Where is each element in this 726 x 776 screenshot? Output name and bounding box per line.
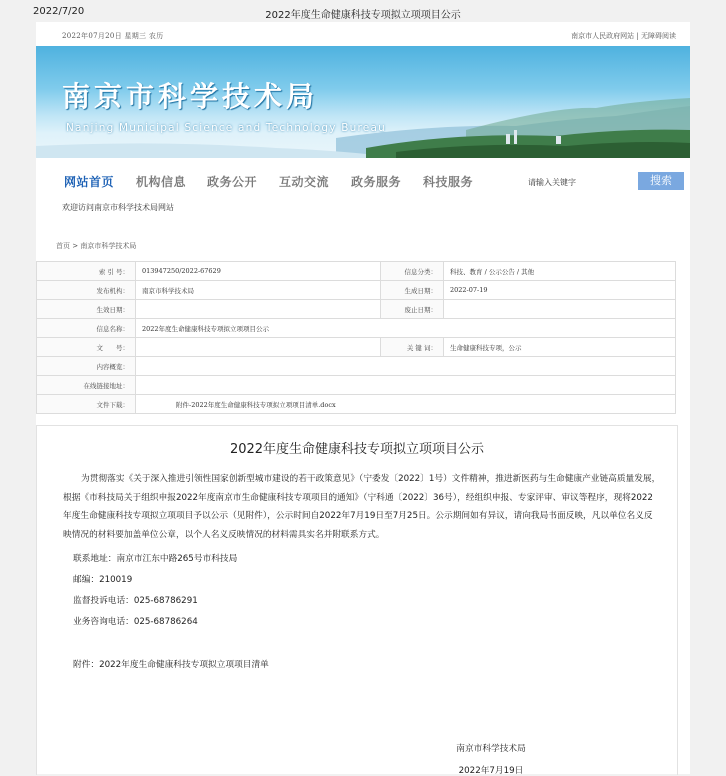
- nav-interaction[interactable]: 互动交流: [279, 175, 330, 189]
- download-link[interactable]: 附件-2022年度生命健康科技专项拟立项项目清单.docx: [136, 395, 676, 414]
- effective-value: [136, 300, 381, 319]
- print-header: [0, 0, 726, 22]
- site-banner: [36, 46, 690, 158]
- docno-value: [136, 338, 381, 357]
- main-nav: [36, 158, 690, 220]
- contact-postcode: 邮编：210019: [73, 575, 133, 585]
- article-paragraph: 为贯彻落实《关于深入推进引领性国家创新型城市建设的若干政策意见》（宁委发〔2022〕1号）文件精神，推进新医药与生命健康产业链高质量发展，根据《市科技局关于组织申报2022年度南京市生命健康科技专项项目的通知》（宁科通〔2022〕36号），经组织申报、专家评审、审议等程序，现将2022年度生命健康科技专项拟立项项目予以公示（见附件），公示时间自2022年7月19日至7月25日。公示期间如有异议，请向我局书面反映，凡以单位名义反映情况的材料要加盖单位公章，以个人名义反映情况的材料需具实名并附联系方式。: [63, 474, 661, 540]
- table-row: [37, 319, 676, 338]
- page: [36, 22, 690, 774]
- gov-site-link[interactable]: 南京市人民政府网站: [571, 32, 635, 40]
- contact-address: 联系地址：南京市江东中路265号市科技局: [73, 554, 238, 564]
- article-body: [63, 470, 661, 675]
- table-row: [37, 262, 676, 281]
- breadcrumb: 首页 > 南京市科学技术局: [56, 242, 137, 250]
- attachment-note: 附件：2022年度生命健康科技专项拟立项项目清单: [73, 660, 269, 670]
- article: [36, 425, 678, 775]
- print-title: 2022年度生命健康科技专项拟立项项目公示: [265, 10, 461, 21]
- index-label: 索 引 号：: [37, 262, 136, 281]
- nav-tech-services[interactable]: 科技服务: [423, 175, 474, 189]
- index-value: 013947250/2022-67629: [136, 262, 381, 281]
- name-label: 信息名称：: [37, 319, 136, 338]
- contact-block: [63, 550, 661, 634]
- category-label: 信息分类：: [381, 262, 444, 281]
- bureau-title-en: Nanjing Municipal Science and Technology Bureau: [66, 122, 386, 134]
- bureau-title-cn: 南京市科学技术局: [62, 80, 319, 113]
- search-button[interactable]: 搜索: [638, 172, 684, 190]
- complaint-phone: 监督投诉电话：025-68786291: [73, 596, 198, 606]
- search-input[interactable]: 请输入关键字: [528, 178, 576, 187]
- consult-phone: 业务咨询电话：025-68786264: [73, 617, 198, 627]
- overview-label: 内容概览：: [37, 357, 136, 376]
- nav-org-info[interactable]: 机构信息: [136, 175, 187, 189]
- topbar: [36, 22, 690, 46]
- signature-date: 2022年7月19日: [458, 766, 524, 776]
- created-label: 生成日期：: [381, 281, 444, 300]
- nav-home[interactable]: 网站首页: [64, 175, 115, 189]
- name-value: 2022年度生命健康科技专项拟立项项目公示: [136, 319, 676, 338]
- table-row: [37, 395, 676, 414]
- keywords-label: 关 键 词：: [381, 338, 444, 357]
- abolish-label: 废止日期：: [381, 300, 444, 319]
- link-divider: |: [636, 32, 639, 40]
- publisher-label: 发布机构：: [37, 281, 136, 300]
- signature: 南京市科学技术局: [456, 744, 526, 754]
- welcome-text: 欢迎访问南京市科学技术局网站: [62, 203, 174, 212]
- download-label: 文件下载：: [37, 395, 136, 414]
- table-row: [37, 281, 676, 300]
- topbar-links: [571, 31, 676, 41]
- category-value: 科技、教育 / 公示公告 / 其他: [444, 262, 676, 281]
- created-value: 2022-07-19: [444, 281, 676, 300]
- publisher-value: 南京市科学技术局: [136, 281, 381, 300]
- table-row: [37, 376, 676, 395]
- print-date: 2022/7/20: [33, 6, 85, 17]
- table-row: [37, 357, 676, 376]
- table-row: [37, 338, 676, 357]
- overview-value: [136, 357, 676, 376]
- abolish-value: [444, 300, 676, 319]
- online-link-label: 在线链接地址：: [37, 376, 136, 395]
- accessibility-link[interactable]: 无障碍阅读: [641, 32, 676, 40]
- table-row: [37, 300, 676, 319]
- current-date: 2022年07月20日 星期三 农历: [62, 32, 164, 40]
- nav-gov-affairs-open[interactable]: 政务公开: [207, 175, 258, 189]
- online-link-value: [136, 376, 676, 395]
- article-title: 2022年度生命健康科技专项拟立项项目公示: [229, 442, 485, 457]
- info-table: [36, 261, 676, 414]
- keywords-value: 生命健康科技专项，公示: [444, 338, 676, 357]
- nav-gov-services[interactable]: 政务服务: [351, 175, 402, 189]
- docno-label: 文 号：: [37, 338, 136, 357]
- effective-label: 生效日期：: [37, 300, 136, 319]
